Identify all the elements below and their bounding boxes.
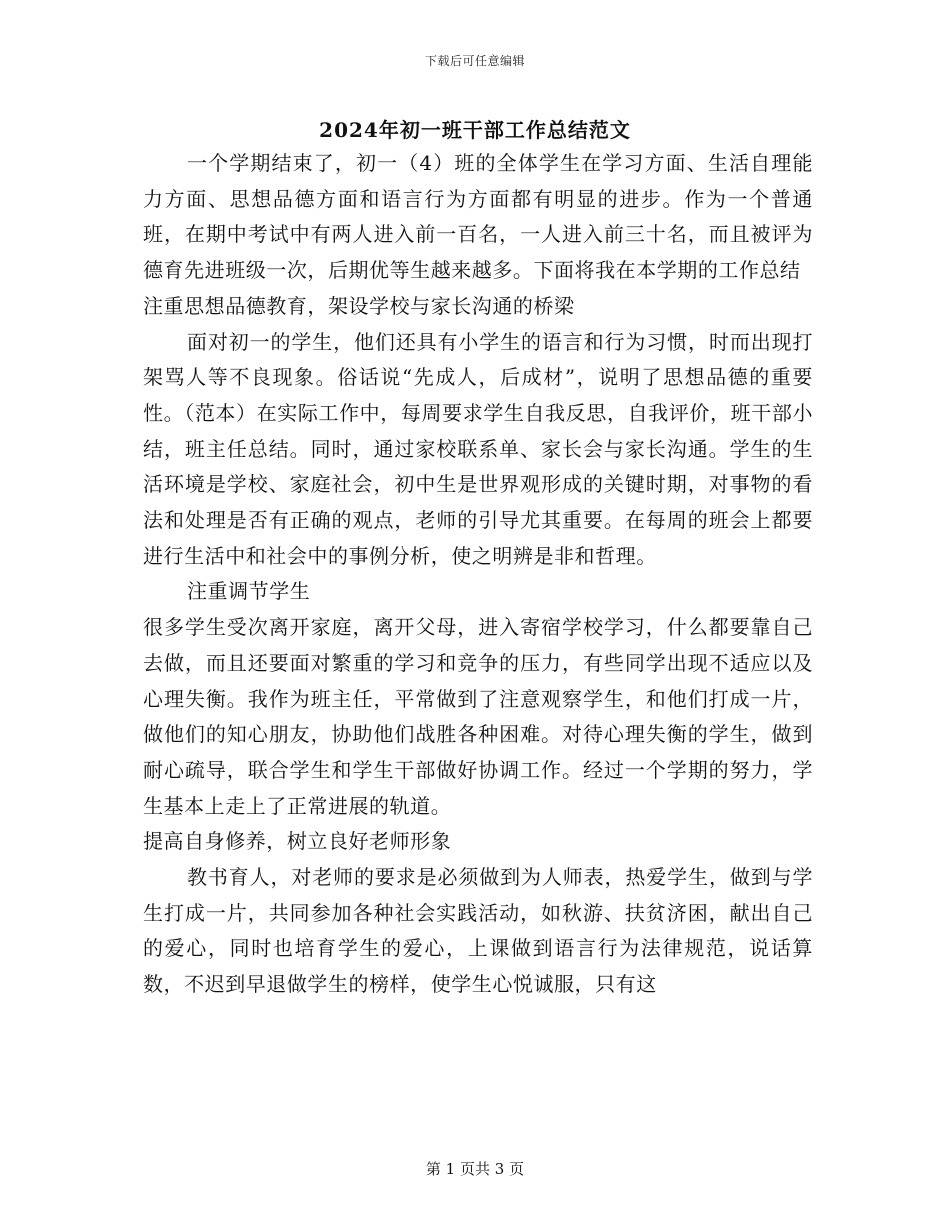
paragraph-student-adjustment: 很多学生受次离开家庭，离开父母，进入寄宿学校学习，什么都要靠自己去做，而且还要面对繁重的学习和竞争的压力，有些同学出现不适应以及心理失衡。我作为班主任，平常做到了注意观察学生，和他们打成一片，做他们的知心朋友，协助他们战胜各种困难。对待心理失衡的学生，做到耐心疏导，联合学生和学生干部做好协调工作。经过一个学期的努力，学生基本上走上了正常进展的轨道。 <box>143 615 813 818</box>
header-note: 下载后可任意编辑 <box>424 54 525 68</box>
page-footer: 第 1 页共 3 页 <box>425 1160 525 1178</box>
section-heading-student-adjustment: 注重调节学生 <box>187 579 311 604</box>
paragraph-self-cultivation: 教书育人，对老师的要求是必须做到为人师表，热爱学生，做到与学生打成一片，共同参加各种社会实践活动，如秋游、扶贫济困，献出自己的爱心，同时也培育学生的爱心，上课做到语言行为法律规范，说话算数，不迟到早退做学生的榜样，使学生心悦诚服，只有这 <box>143 865 813 997</box>
paragraph-intro: 一个学期结束了，初一（4）班的全体学生在学习方面、生活自理能力方面、思想品德方面和语言行为方面都有明显的进步。作为一个普通班，在期中考试中有两人进入前一百名，一人进入前三十名，而且被评为德育先进班级一次，后期优等生越来越多。下面将我在本学期的工作总结 <box>143 151 813 283</box>
section-heading-self-cultivation: 提高自身修养，树立良好老师形象 <box>143 829 452 854</box>
document-title: 2024年初一班干部工作总结范文 <box>319 118 631 142</box>
section-heading-moral-education: 注重思想品德教育，架设学校与家长沟通的桥梁 <box>143 293 575 318</box>
paragraph-moral-education: 面对初一的学生，他们还具有小学生的语言和行为习惯，时而出现打架骂人等不良现象。俗话说“先成人，后成材”，说明了思想品德的重要性。（范本）在实际工作中，每周要求学生自我反思，自我评价，班干部小结，班主任总结。同时，通过家校联系单、家长会与家长沟通。学生的生活环境是学校、家庭社会，初中生是世界观形成的关键时期，对事物的看法和处理是否有正确的观点，老师的引导尤其重要。在每周的班会上都要进行生活中和社会中的事例分析，使之明辨是非和哲理。 <box>143 329 813 568</box>
document-body <box>143 146 813 1003</box>
